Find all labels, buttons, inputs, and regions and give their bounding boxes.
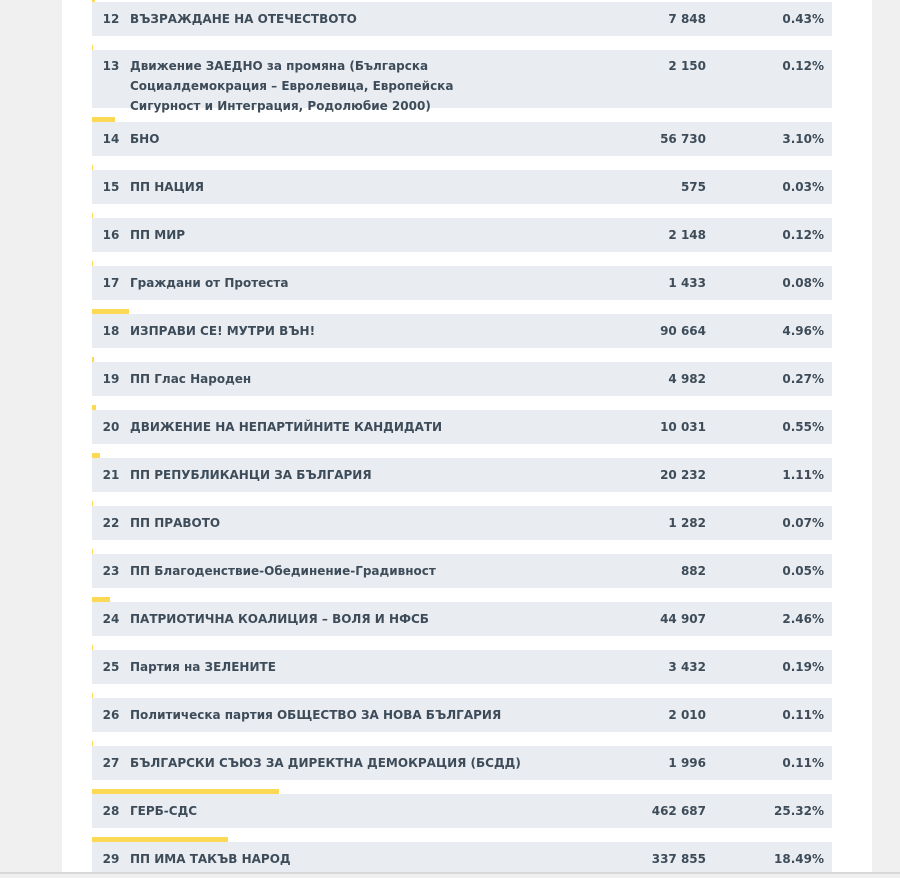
result-entry bbox=[92, 309, 832, 348]
ballot-number: 29 bbox=[102, 852, 120, 866]
vote-count: 2 150 bbox=[668, 59, 706, 73]
vote-count: 1 433 bbox=[668, 276, 706, 290]
vote-percentage: 0.07% bbox=[782, 516, 824, 530]
vote-percentage: 0.12% bbox=[782, 59, 824, 73]
party-name: Политическа партия ОБЩЕСТВО ЗА НОВА БЪЛГАРИЯ bbox=[130, 708, 502, 722]
result-row bbox=[92, 2, 832, 36]
ballot-number: 15 bbox=[102, 180, 120, 194]
result-entry bbox=[92, 357, 832, 396]
ballot-number: 17 bbox=[102, 276, 120, 290]
vote-count: 882 bbox=[680, 564, 706, 578]
vote-percentage: 0.08% bbox=[782, 276, 824, 290]
vote-percentage: 0.19% bbox=[782, 660, 824, 674]
vote-percentage: 3.10% bbox=[782, 132, 824, 146]
ballot-number: 28 bbox=[102, 804, 120, 818]
ballot-number: 18 bbox=[102, 324, 120, 338]
result-entry bbox=[92, 405, 832, 444]
result-row bbox=[92, 218, 832, 252]
result-row bbox=[92, 842, 832, 873]
result-row bbox=[92, 698, 832, 732]
vote-count: 3 432 bbox=[668, 660, 706, 674]
ballot-number: 20 bbox=[102, 420, 120, 434]
vote-percentage: 2.46% bbox=[782, 612, 824, 626]
vote-percentage: 1.11% bbox=[782, 468, 824, 482]
bottom-divider bbox=[0, 872, 900, 874]
vote-count: 1 996 bbox=[668, 756, 706, 770]
vote-count: 575 bbox=[680, 180, 706, 194]
ballot-number: 21 bbox=[102, 468, 120, 482]
result-entry bbox=[92, 597, 832, 636]
vote-count: 7 848 bbox=[668, 12, 706, 26]
party-name: БНО bbox=[130, 132, 160, 146]
result-row bbox=[92, 602, 832, 636]
vote-count: 337 855 bbox=[651, 852, 706, 866]
ballot-number: 22 bbox=[102, 516, 120, 530]
results-list bbox=[92, 0, 832, 873]
party-name: ГЕРБ-СДС bbox=[130, 804, 198, 818]
vote-count: 462 687 bbox=[651, 804, 706, 818]
vote-percentage: 25.32% bbox=[774, 804, 824, 818]
vote-percentage: 0.12% bbox=[782, 228, 824, 242]
result-entry bbox=[92, 213, 832, 252]
ballot-number: 25 bbox=[102, 660, 120, 674]
party-name: ПП Благоденствие-Обединение-Градивност bbox=[130, 564, 436, 578]
vote-percentage: 0.55% bbox=[782, 420, 824, 434]
result-row bbox=[92, 458, 832, 492]
ballot-number: 27 bbox=[102, 756, 120, 770]
result-row bbox=[92, 506, 832, 540]
vote-percentage: 4.96% bbox=[782, 324, 824, 338]
party-name: ПП РЕПУБЛИКАНЦИ ЗА БЪЛГАРИЯ bbox=[130, 468, 372, 482]
vote-percentage: 0.11% bbox=[782, 756, 824, 770]
result-row bbox=[92, 50, 832, 113]
vote-count: 90 664 bbox=[660, 324, 706, 338]
party-name: ПП МИР bbox=[130, 228, 186, 242]
vote-percentage: 18.49% bbox=[774, 852, 824, 866]
result-row bbox=[92, 314, 832, 348]
result-row bbox=[92, 746, 832, 780]
vote-count: 4 982 bbox=[668, 372, 706, 386]
vote-count: 44 907 bbox=[660, 612, 706, 626]
party-name: ПАТРИОТИЧНА КОАЛИЦИЯ – ВОЛЯ И НФСБ bbox=[130, 612, 429, 626]
result-row bbox=[92, 170, 832, 204]
party-name: ДВИЖЕНИЕ НА НЕПАРТИЙНИТЕ КАНДИДАТИ bbox=[130, 420, 443, 434]
result-entry bbox=[92, 453, 832, 492]
vote-count: 10 031 bbox=[660, 420, 706, 434]
result-row bbox=[92, 554, 832, 588]
result-row bbox=[92, 266, 832, 300]
vote-percentage: 0.11% bbox=[782, 708, 824, 722]
result-entry bbox=[92, 789, 832, 828]
result-row bbox=[92, 410, 832, 444]
vote-count: 56 730 bbox=[660, 132, 706, 146]
party-name: ПП Глас Народен bbox=[130, 372, 252, 386]
vote-count: 20 232 bbox=[660, 468, 706, 482]
result-entry bbox=[92, 165, 832, 204]
party-name: Движение ЗАЕДНО за промяна (Българска Социалдемокрация – Евролевица, Европейска Сигурност и Интеграция, Родолюбие 2000) bbox=[130, 59, 454, 113]
vote-percentage: 0.03% bbox=[782, 180, 824, 194]
results-panel bbox=[62, 0, 872, 873]
ballot-number: 14 bbox=[102, 132, 120, 146]
ballot-number: 23 bbox=[102, 564, 120, 578]
vote-percentage: 0.05% bbox=[782, 564, 824, 578]
ballot-number: 13 bbox=[102, 59, 120, 73]
vote-percentage: 0.27% bbox=[782, 372, 824, 386]
vote-count: 2 148 bbox=[668, 228, 706, 242]
result-entry bbox=[92, 645, 832, 684]
result-entry bbox=[92, 501, 832, 540]
ballot-number: 12 bbox=[102, 12, 120, 26]
party-name: ВЪЗРАЖДАНЕ НА ОТЕЧЕСТВОТО bbox=[130, 12, 357, 26]
party-name: БЪЛГАРСКИ СЪЮЗ ЗА ДИРЕКТНА ДЕМОКРАЦИЯ (БСДД) bbox=[130, 756, 521, 770]
ballot-number: 24 bbox=[102, 612, 120, 626]
ballot-number: 19 bbox=[102, 372, 120, 386]
result-entry bbox=[92, 117, 832, 156]
ballot-number: 26 bbox=[102, 708, 120, 722]
result-row bbox=[92, 122, 832, 156]
result-entry bbox=[92, 741, 832, 780]
result-entry bbox=[92, 693, 832, 732]
party-name: Граждани от Протеста bbox=[130, 276, 289, 290]
result-entry bbox=[92, 261, 832, 300]
result-entry bbox=[92, 0, 832, 36]
party-name: ПП НАЦИЯ bbox=[130, 180, 205, 194]
vote-count: 2 010 bbox=[668, 708, 706, 722]
result-row bbox=[92, 650, 832, 684]
result-entry bbox=[92, 549, 832, 588]
result-row bbox=[92, 362, 832, 396]
vote-count: 1 282 bbox=[668, 516, 706, 530]
result-row bbox=[92, 794, 832, 828]
result-entry bbox=[92, 45, 832, 113]
vote-percentage: 0.43% bbox=[782, 12, 824, 26]
party-name: Партия на ЗЕЛЕНИТЕ bbox=[130, 660, 276, 674]
result-entry bbox=[92, 837, 832, 873]
party-name: ПП ИМА ТАКЪВ НАРОД bbox=[130, 852, 291, 866]
party-name: ПП ПРАВОТО bbox=[130, 516, 221, 530]
party-name: ИЗПРАВИ СЕ! МУТРИ ВЪН! bbox=[130, 324, 316, 338]
ballot-number: 16 bbox=[102, 228, 120, 242]
